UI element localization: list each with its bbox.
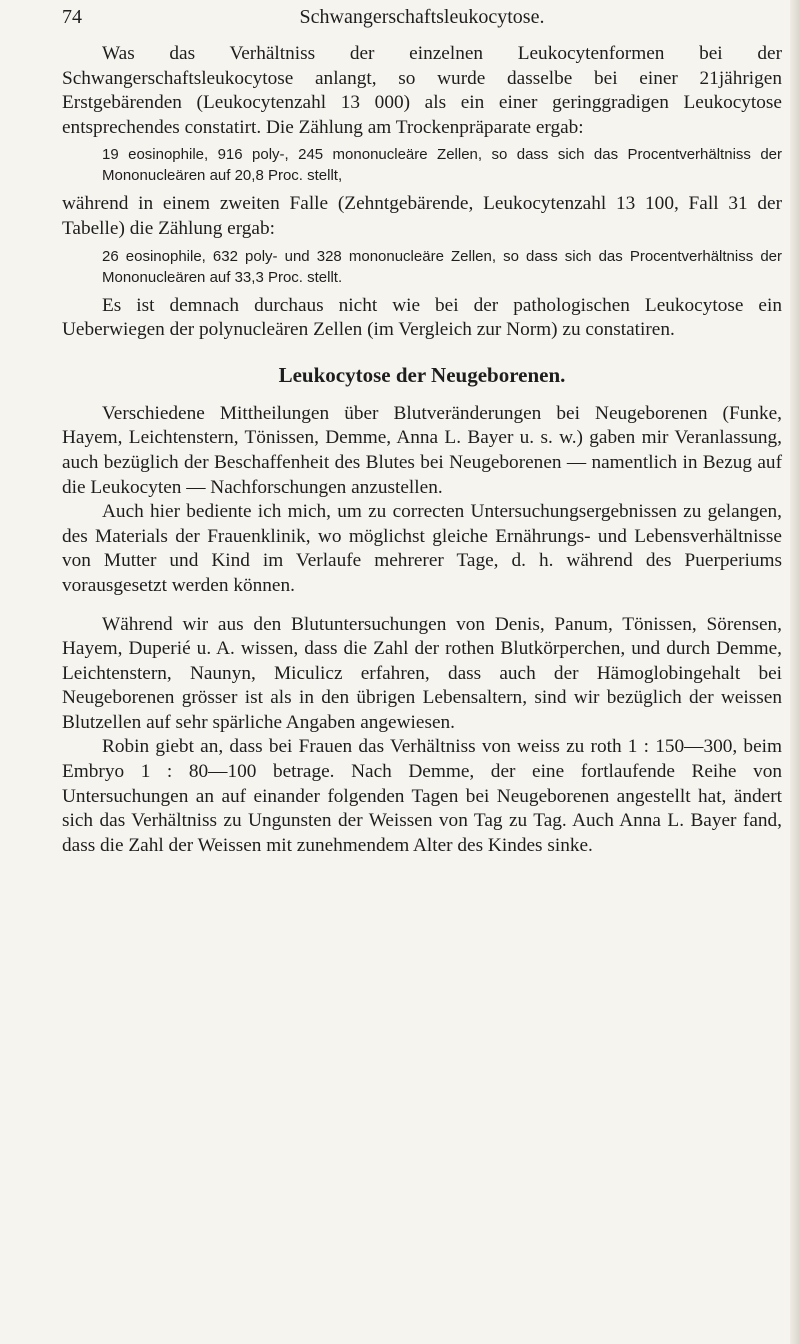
paragraph: Was das Verhältniss der einzelnen Leukocytenformen bei der Schwangerschaftsleukocytose anlangt, so wurde dasselbe bei einer 21jährigen Erstgebärenden (Leukocytenzahl 13 000) als ein einer geringgradigen Leukocytose entsprechendes constatirt. Die Zählung am Trockenpräparate ergab: — [62, 43, 782, 138]
count-note: 26 eosinophile, 632 poly- und 328 mononucleäre Zellen, so dass sich das Procentverhältniss der Mononucleären auf 33,3 Proc. stellt. — [102, 247, 782, 286]
paragraph: Verschiedene Mittheilungen über Blutveränderungen bei Neugeborenen (Funke, Hayem, Leichtenstern, Tönissen, Demme, Anna L. Bayer u. s. w.) gaben mir Veranlassung, auch bezüglich der Beschaffenheit des Blutes bei Neugeborenen — namentlich in Bezug auf die Leukocyten — Nachforschungen anzustellen. — [62, 402, 782, 498]
paragraph: Während wir aus den Blutuntersuchungen von Denis, Panum, Tönissen, Sörensen, Hayem, Duperié u. A. wissen, dass die Zahl der rothen Blutkörperchen, und durch Demme, Leichtenstern, Naunyn, Miculicz erfahren, dass auch der Hämoglobingehalt bei Neugeborenen grösser ist als in den übrigen Lebensaltern, sind wir bezüglich der weissen Blutzellen auf sehr spärliche Angaben angewiesen. — [62, 613, 782, 733]
page-header — [62, 6, 782, 34]
paragraph: Robin giebt an, dass bei Frauen das Verhältniss von weiss zu roth 1 : 150—300, beim Embryo 1 : 80—100 betrage. Nach Demme, der eine fortlaufende Reihe von Untersuchungen an auf einander folgenden Tagen bei Neugeborenen angestellt hat, ändert sich das Verhältniss zu Ungunsten der Weissen von Tag zu Tag. Auch Anna L. Bayer fand, dass die Zahl der Weissen mit zunehmendem Alter des Kindes sinke. — [62, 736, 782, 856]
page-number: 74 — [62, 6, 82, 28]
paragraph: Auch hier bediente ich mich, um zu correcten Untersuchungsergebnissen zu gelangen, des Materials der Frauenklinik, wo möglichst gleiche Ernährungs- und Lebensverhältnisse von Mutter und Kind im Verlaufe mehrerer Tage, d. h. während des Puerperiums vorausgesetzt werden können. — [62, 501, 782, 596]
running-title: Schwangerschaftsleukocytose. — [299, 6, 545, 28]
page-body — [62, 42, 782, 858]
paragraph: während in einem zweiten Falle (Zehntgebärende, Leukocytenzahl 13 100, Fall 31 der Tabelle) die Zählung ergab: — [62, 193, 782, 239]
paragraph-gap — [62, 599, 782, 613]
section-title: Leukocytose der Neugeborenen. — [278, 362, 566, 387]
paragraph: Es ist demnach durchaus nicht wie bei der pathologischen Leukocytose ein Ueberwiegen der polynucleären Zellen (im Vergleich zur Norm) zu constatiren. — [62, 294, 782, 341]
page-edge — [790, 0, 800, 1344]
count-note: 19 eosinophile, 916 poly-, 245 mononucleäre Zellen, so dass sich das Procentverhältniss der Mononucleären auf 20,8 Proc. stellt, — [102, 146, 782, 185]
